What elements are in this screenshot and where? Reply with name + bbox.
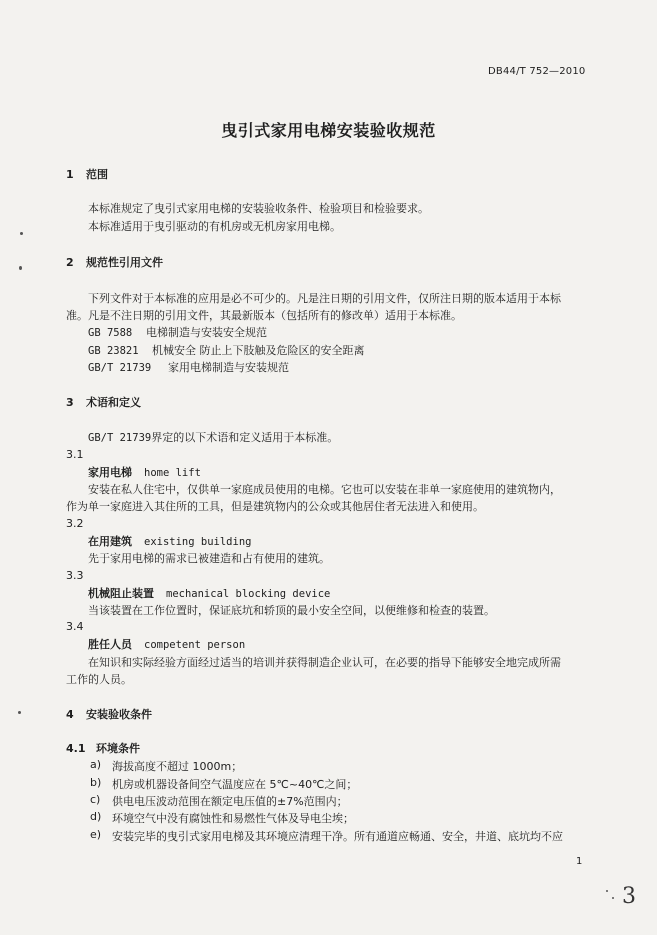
subsection-number: 4.1 [66,742,86,755]
reference-title: 电梯制造与安装安全规范 [146,326,267,339]
subsection-4-1-heading [66,740,140,756]
term-chinese: 家用电梯 [88,466,132,479]
section-3-heading [66,394,141,410]
section-1-heading [66,166,108,182]
term-definition-continued: 作为单一家庭进入其住所的工具，但是建筑物内的公众或其他居住者无法进入和使用。 [66,500,484,513]
term-english: existing building [144,536,252,548]
term-english: competent person [144,639,246,651]
term-number: 3.4 [66,620,84,633]
scan-speck [20,232,23,235]
term-chinese: 胜任人员 [88,638,132,651]
list-item-label: b) [90,776,102,789]
section-title: 术语和定义 [86,396,141,409]
paragraph: 本标准适用于曳引驱动的有机房或无机房家用电梯。 [88,220,341,233]
reference-item [88,342,365,358]
section-title: 范围 [86,168,108,181]
section-4-heading [66,706,152,722]
list-item: 海拔高度不超过 1000m； [112,760,243,773]
scan-speck [18,711,21,714]
term-heading [88,636,245,652]
term-definition: 在知识和实际经验方面经过适当的培训并获得制造企业认可，在必要的指导下能够安全地完成所需 [88,656,561,669]
reference-code: GB/T 21739 [88,432,152,444]
term-definition: 安装在私人住宅中，仅供单一家庭成员使用的电梯。它也可以安装在非单一家庭使用的建筑物内， [88,483,561,496]
reference-title: 家用电梯制造与安装规范 [168,361,289,374]
list-item-label: e) [90,828,102,841]
paragraph-continued: 准。凡是不注日期的引用文件，其最新版本（包括所有的修改单）适用于本标准。 [66,309,462,322]
term-english: home lift [144,467,201,479]
section-title: 规范性引用文件 [86,256,163,269]
paragraph [88,429,338,445]
list-item-label: a) [90,758,102,771]
section-number: 4 [66,708,74,721]
document-number: DB44/T 752—2010 [488,66,586,77]
reference-code: GB 23821 [88,345,139,357]
reference-item [88,359,289,375]
subsection-title: 环境条件 [96,742,140,755]
document-title: 曳引式家用电梯安装验收规范 [221,121,436,140]
list-item-label: d) [90,810,102,823]
term-number: 3.2 [66,517,84,530]
term-english: mechanical blocking device [166,588,331,600]
term-definition: 当该装置在工作位置时，保证底坑和轿顶的最小安全空间，以便维修和检查的装置。 [88,604,495,617]
section-number: 3 [66,396,74,409]
section-2-heading [66,254,163,270]
section-number: 2 [66,256,74,269]
reference-title: 机械安全 防止上下肢触及危险区的安全距离 [152,344,365,357]
term-number: 3.3 [66,569,84,582]
list-item: 供电电压波动范围在额定电压值的±7%范围内； [112,795,348,808]
corner-mark: 3 [622,884,636,909]
term-definition: 先于家用电梯的需求已被建造和占有使用的建筑。 [88,552,330,565]
term-chinese: 在用建筑 [88,535,132,548]
list-item: 安装完毕的曳引式家用电梯及其环境应清理干净。所有通道应畅通、安全，井道、底坑均不应 [112,830,563,843]
paragraph: 下列文件对于本标准的应用是必不可少的。凡是注日期的引用文件，仅所注日期的版本适用于本标 [88,292,561,305]
term-definition-continued: 工作的人员。 [66,673,132,686]
page-number: 1 [576,856,583,867]
term-heading [88,585,330,601]
reference-item [88,324,267,340]
reference-code: GB 7588 [88,327,133,339]
scan-speck [606,890,608,892]
term-number: 3.1 [66,448,84,461]
term-heading [88,464,201,480]
list-item: 机房或机器设备间空气温度应在 5℃~40℃之间； [112,778,358,791]
section-number: 1 [66,168,74,181]
scan-speck [612,897,614,899]
list-item: 环境空气中没有腐蚀性和易燃性气体及导电尘埃； [112,812,354,825]
reference-code: GB/T 21739 [88,362,152,374]
scan-speck [19,266,22,270]
list-item-label: c) [90,793,101,806]
term-heading [88,533,251,549]
section-title: 安装验收条件 [86,708,152,721]
paragraph-text: 界定的以下术语和定义适用于本标准。 [151,431,339,444]
paragraph: 本标准规定了曳引式家用电梯的安装验收条件、检验项目和检验要求。 [88,202,429,215]
term-chinese: 机械阻止装置 [88,587,154,600]
